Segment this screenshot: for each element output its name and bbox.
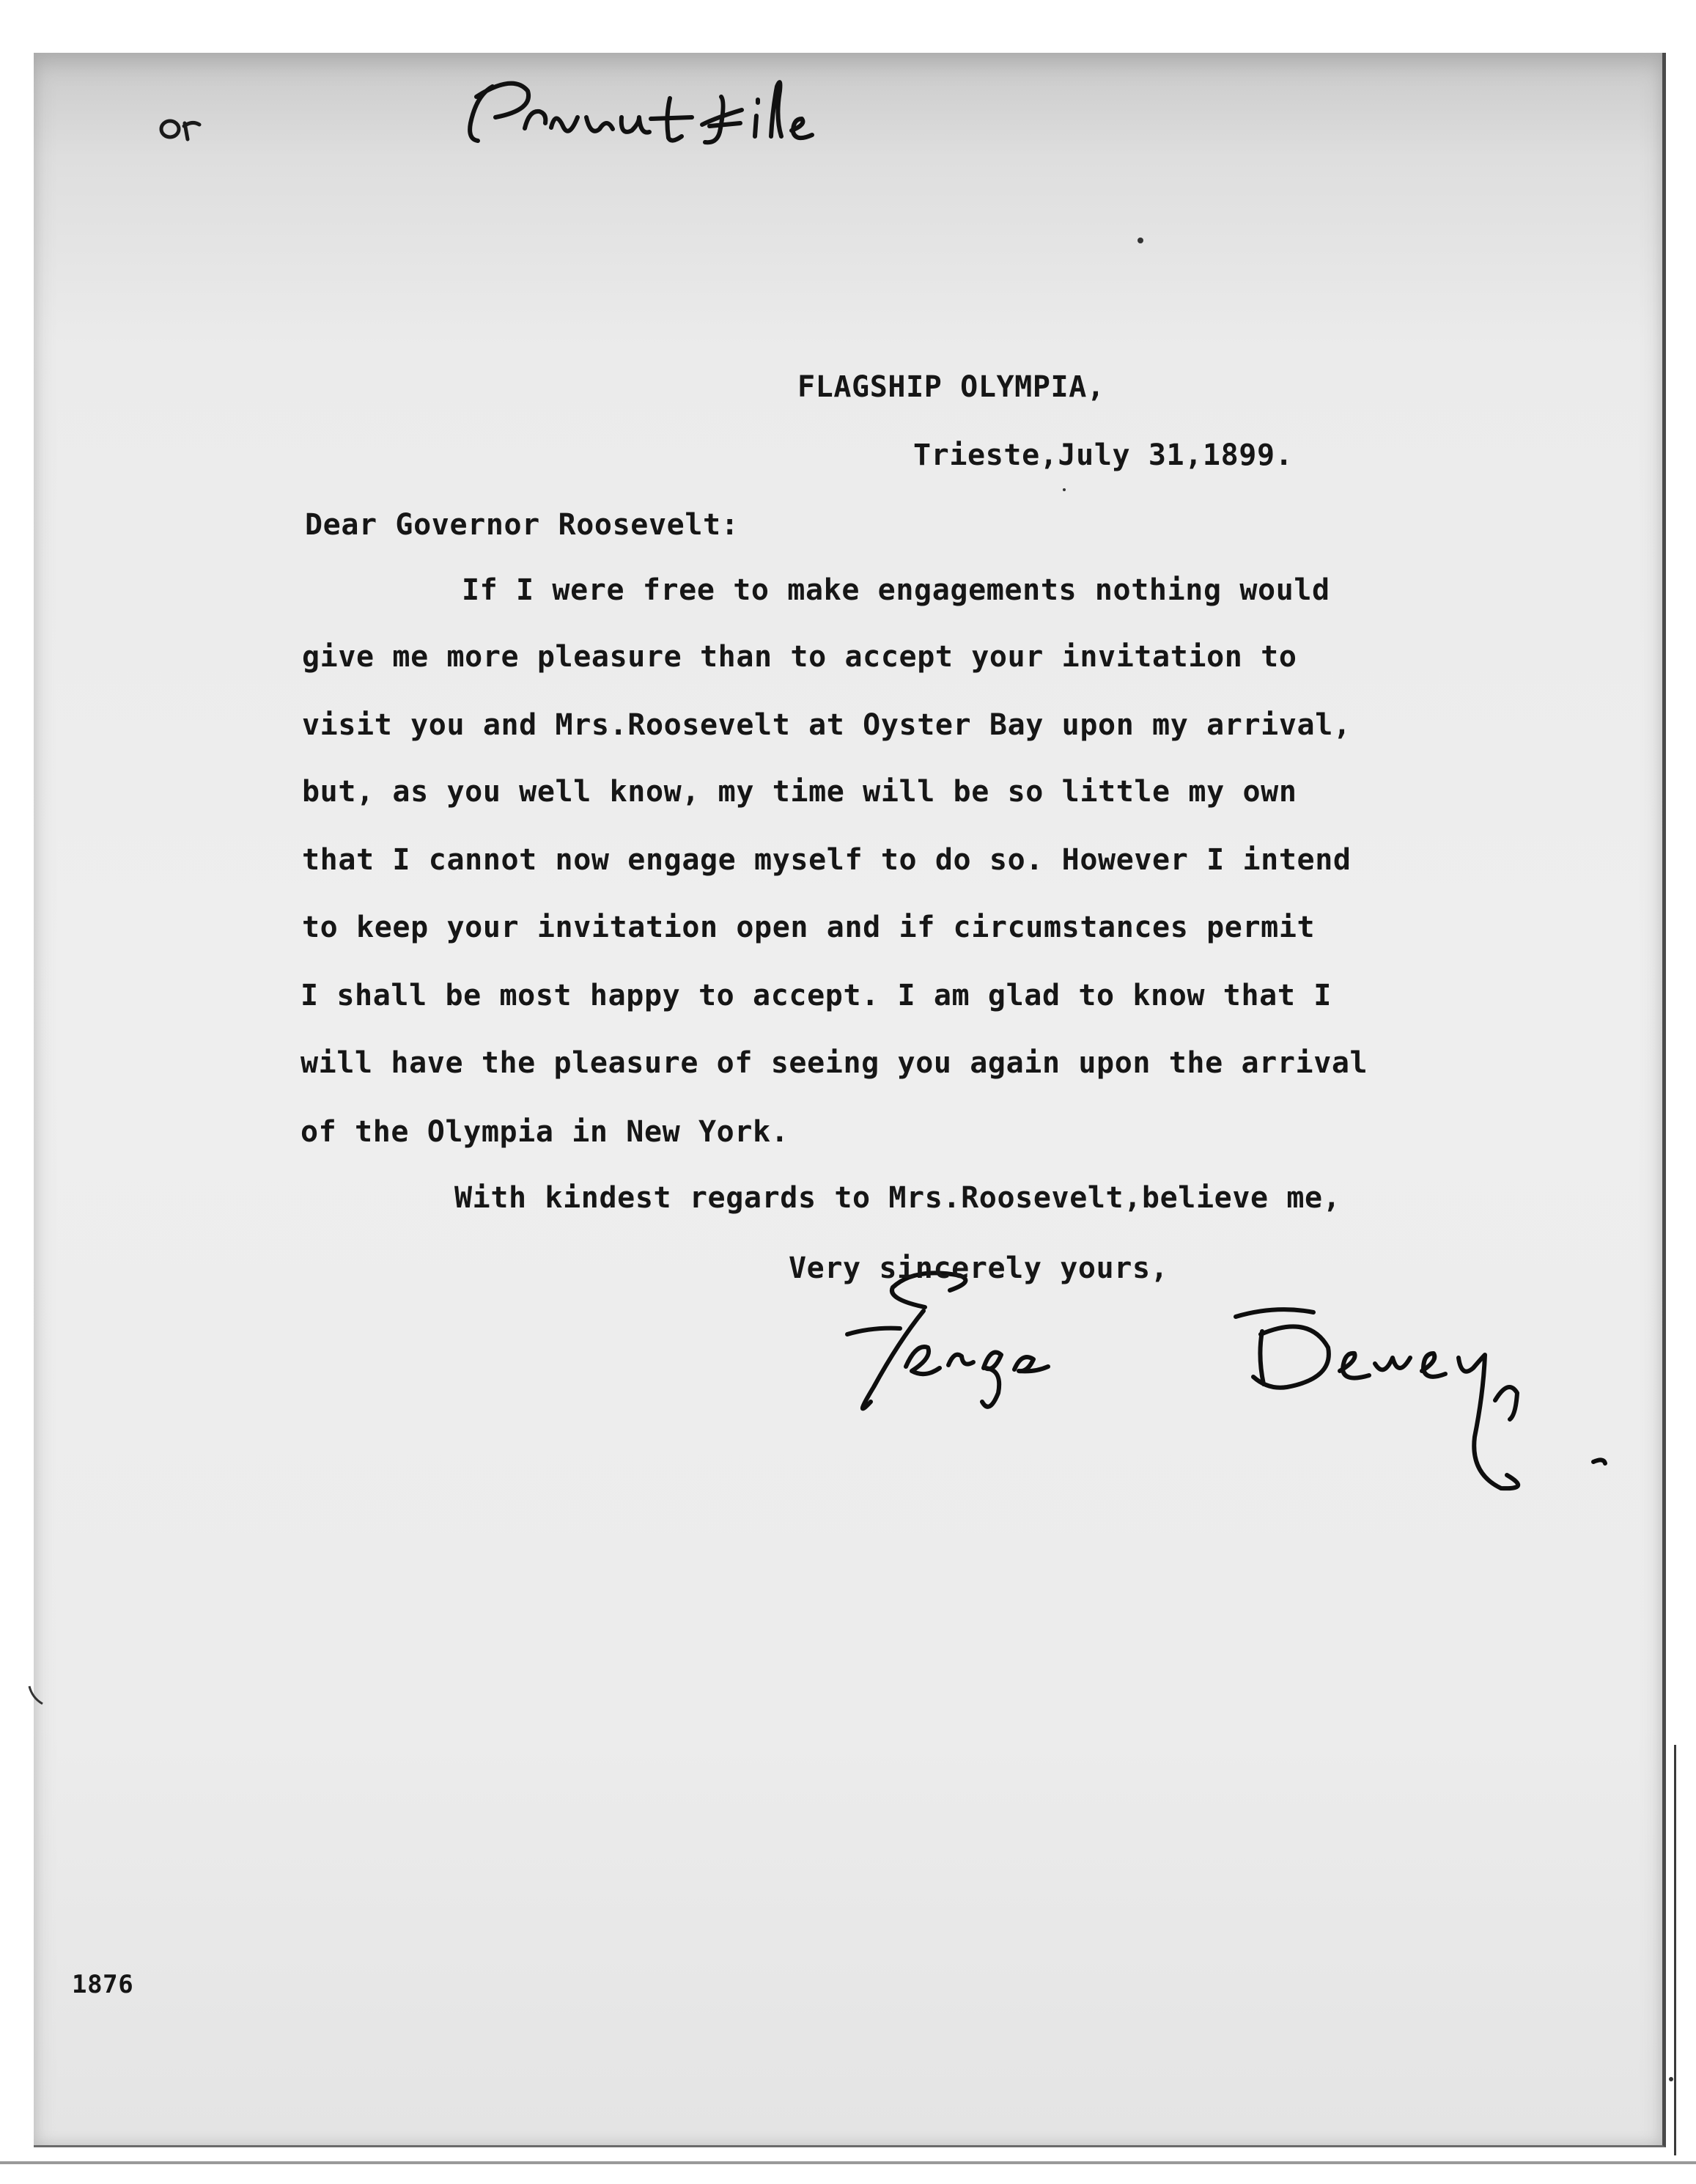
body-line: give me more pleasure than to accept your invitation to xyxy=(302,640,1297,674)
page-number: 1876 xyxy=(72,1970,134,1999)
body-line: of the Olympia in New York. xyxy=(301,1115,789,1149)
body-line: I shall be most happy to accept. I am glad to know that I xyxy=(301,979,1332,1012)
body-line: visit you and Mrs.Roosevelt at Oyster Bay upon my arrival, xyxy=(302,708,1352,742)
salutation: Dear Governor Roosevelt: xyxy=(305,508,740,542)
scan-bottom-edge xyxy=(0,2161,1696,2164)
letterhead-place-date: Trieste,July 31,1899. xyxy=(913,438,1294,472)
body-line: will have the pleasure of seeing you again upon the arrival xyxy=(301,1046,1368,1080)
body-line: to keep your invitation open and if circumstances permit xyxy=(302,911,1316,944)
body-line: If I were free to make engagements nothing would xyxy=(462,573,1330,607)
letter-sheet xyxy=(34,53,1666,2147)
sheet-edge xyxy=(1674,1745,1676,2155)
body-line: but, as you well know, my time will be so little my own xyxy=(302,775,1297,809)
letterhead-ship: FLAGSHIP OLYMPIA, xyxy=(797,370,1105,404)
body-line: that I cannot now engage myself to do so. However I intend xyxy=(302,843,1352,877)
closing-line: With kindest regards to Mrs.Roosevelt,believe me, xyxy=(454,1181,1341,1215)
valediction: Very sincerely yours, xyxy=(789,1251,1169,1285)
